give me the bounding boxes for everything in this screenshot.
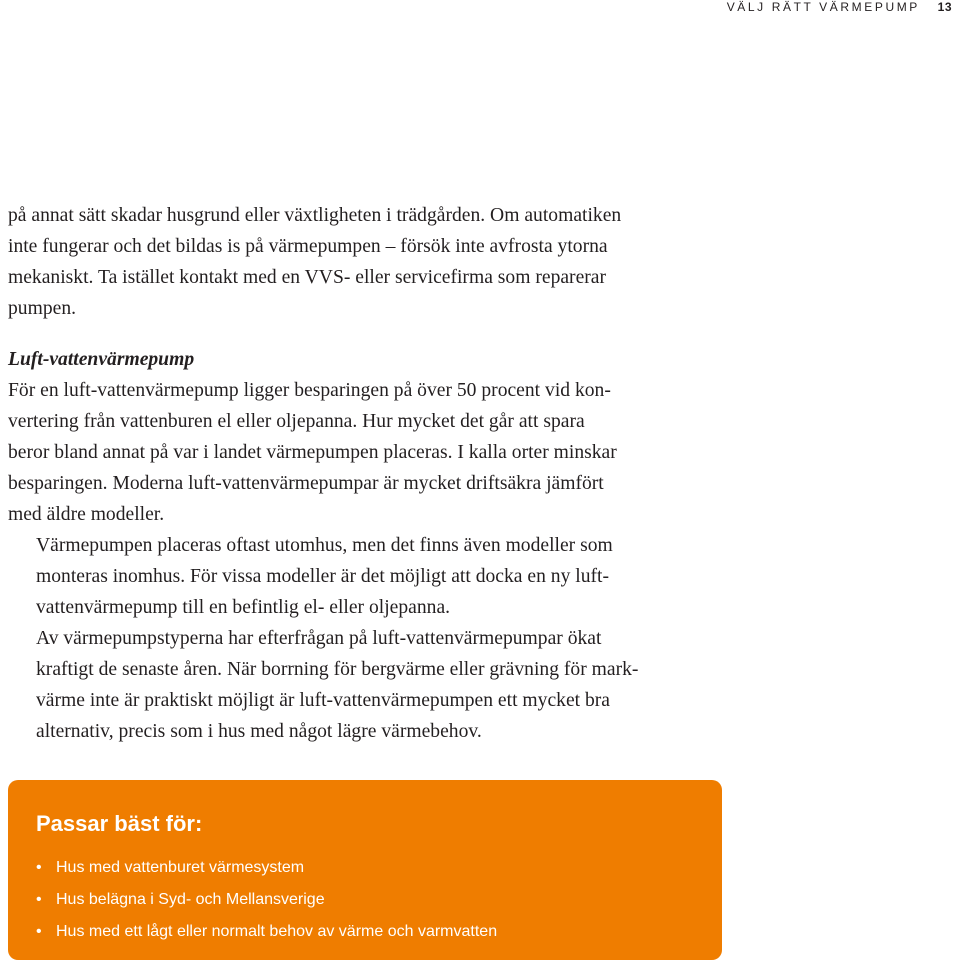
text-line: inte fungerar och det bildas is på värmepumpen – försök inte avfrosta ytorna <box>8 236 608 257</box>
suitability-callout <box>8 780 722 960</box>
list-item-text: Hus med ett lågt eller normalt behov av värme och varmvatten <box>56 923 498 940</box>
text-line: alternativ, precis som i hus med något lägre värmebehov. <box>36 721 482 742</box>
callout-title: Passar bäst för: <box>36 811 203 836</box>
text-line: besparingen. Moderna luft-vattenvärmepumpar är mycket driftsäkra jämfört <box>8 473 604 494</box>
paragraph-placement <box>8 530 718 623</box>
page-number: 13 <box>937 0 952 14</box>
text-line: mekaniskt. Ta istället kontakt med en VVS- eller servicefirma som reparerar <box>8 267 607 288</box>
bullet-icon: • <box>36 891 42 908</box>
text-line: monteras inomhus. För vissa modeller är det möjligt att docka en ny luft- <box>36 566 610 587</box>
text-line: vertering från vattenburen el eller oljepanna. Hur mycket det går att spara <box>8 411 585 432</box>
text-line: Av värmepumpstyperna har efterfrågan på luft-vattenvärmepumpar ökat <box>36 628 602 649</box>
text-line: Värmepumpen placeras oftast utomhus, men det finns även modeller som <box>36 535 613 556</box>
list-item <box>36 884 694 916</box>
running-head <box>727 0 952 14</box>
paragraph-savings <box>8 375 718 530</box>
list-item <box>36 852 694 884</box>
list-item-text: Hus med vattenburet värmesystem <box>56 859 305 876</box>
suitability-list <box>36 852 694 948</box>
text-line: med äldre modeller. <box>8 504 165 525</box>
text-line: pumpen. <box>8 298 77 319</box>
running-head-section: VÄLJ RÄTT VÄRMEPUMP <box>726 0 920 14</box>
text-line: vattenvärmepump till en befintlig el- eller oljepanna. <box>36 597 451 618</box>
section-heading: Luft-vattenvärmepump <box>8 349 195 370</box>
body-text <box>8 200 718 747</box>
text-line: För en luft-vattenvärmepump ligger besparingen på över 50 procent vid kon- <box>8 380 611 401</box>
bullet-icon: • <box>36 859 42 876</box>
list-item <box>36 916 694 948</box>
text-line: kraftigt de senaste åren. När borrning för bergvärme eller grävning för mark- <box>36 659 639 680</box>
text-line: beror bland annat på var i landet värmepumpen placeras. I kalla orter minskar <box>8 442 617 463</box>
text-line: på annat sätt skadar husgrund eller växtligheten i trädgården. Om automatiken <box>8 205 622 226</box>
intro-paragraph <box>8 200 718 324</box>
text-line: värme inte är praktiskt möjligt är luft-vattenvärmepumpen ett mycket bra <box>36 690 611 711</box>
bullet-icon: • <box>36 923 42 940</box>
list-item-text: Hus belägna i Syd- och Mellansverige <box>56 891 325 908</box>
paragraph-demand <box>8 623 718 747</box>
